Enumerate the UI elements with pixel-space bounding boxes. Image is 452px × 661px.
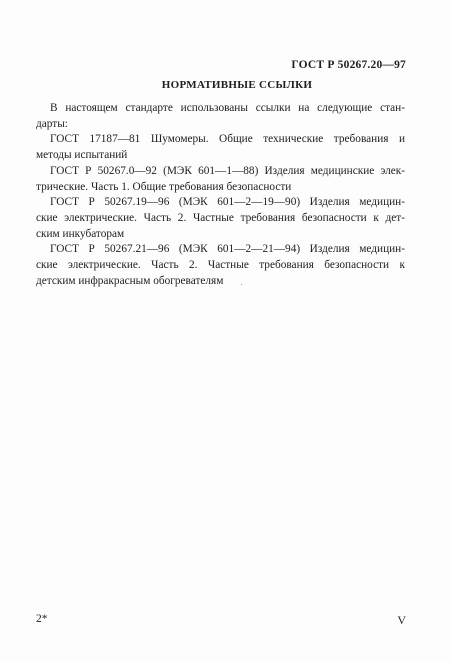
reference-item [36, 164, 405, 195]
text-line: ские электрические. Часть 2. Частные требования безопасности к дет- [36, 211, 405, 224]
text-line: ским инкубаторам [36, 227, 125, 240]
page-number: V [397, 613, 406, 627]
reference-item [36, 132, 405, 163]
text-line: детским инфракрасным обогревателям [36, 274, 224, 287]
text-line: дарты: [36, 117, 68, 130]
text-line: ские электрические. Часть 2. Частные требования безопасности к [36, 259, 405, 272]
text-line: методы испытаний [36, 149, 128, 162]
text-line: трические. Часть 1. Общие требования безопасности [36, 180, 292, 193]
text-line: ГОСТ Р 50267.0—92 (МЭК 601—1—88) Изделия медицинские элек- [50, 164, 405, 177]
paragraph-intro [36, 101, 405, 132]
running-head-standard-number: ГОСТ Р 50267.20—97 [291, 59, 406, 71]
text-line: В настоящем стандарте использованы ссылки на следующие стан- [50, 102, 405, 114]
section-title: НОРМАТИВНЫЕ ССЫЛКИ [161, 79, 313, 91]
signature-mark: 2* [36, 613, 48, 625]
text-line: ГОСТ Р 50267.19—96 (МЭК 601—2—19—90) Изделия медицин- [50, 196, 405, 209]
references-body [36, 101, 405, 289]
reference-item [36, 195, 405, 242]
print-speck [241, 284, 242, 285]
text-line: ГОСТ Р 50267.21—96 (МЭК 601—2—21—94) Изделия медицин- [50, 243, 405, 256]
reference-item [36, 242, 405, 289]
text-line: ГОСТ 17187—81 Шумомеры. Общие технические требования и [50, 133, 405, 146]
